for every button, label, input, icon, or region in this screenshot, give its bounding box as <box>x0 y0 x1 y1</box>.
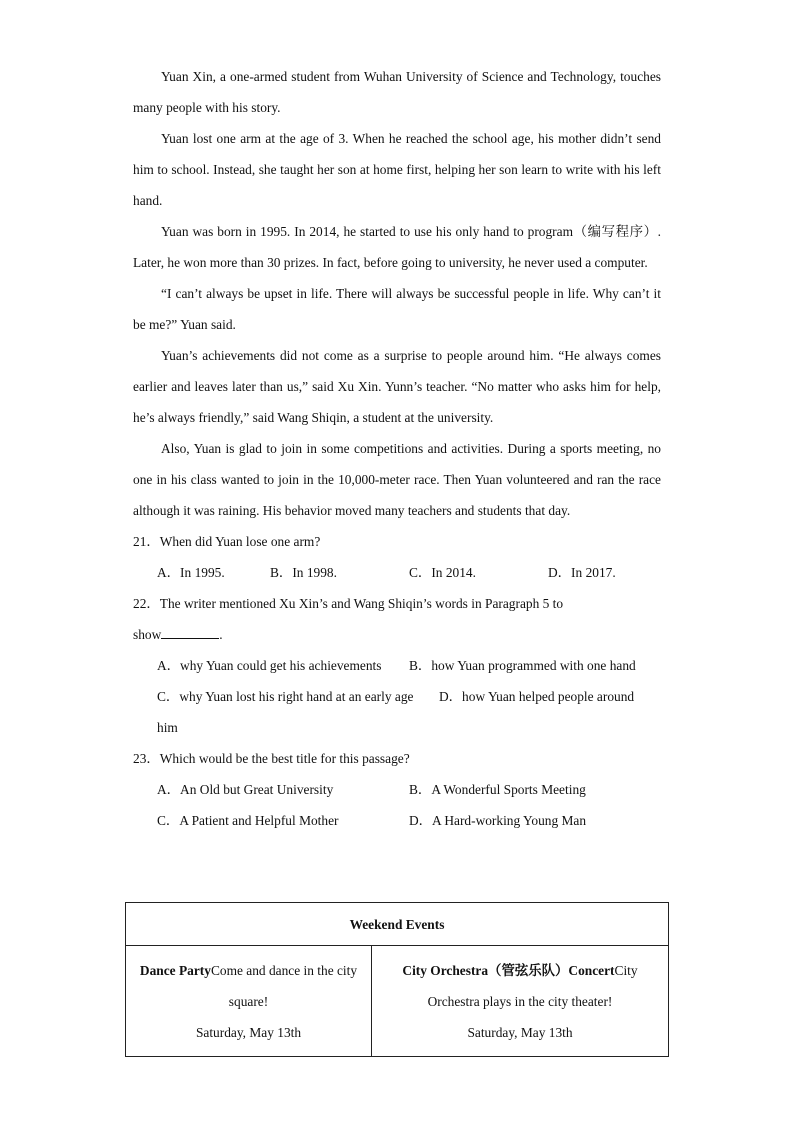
passage-paragraph-3: Yuan was born in 1995. In 2014, he started to use his only hand to program（编写程序）. Later, he won more than 30 prizes. In fact, before going to university, he never used a computer. <box>133 224 661 270</box>
question-23-options-row-1 <box>133 774 661 805</box>
question-22-option-b[interactable]: B．how Yuan programmed with one hand <box>409 658 636 673</box>
orchestra-concert-cell <box>372 946 669 1057</box>
dance-party-desc-1: Come and dance in the city <box>210 962 358 978</box>
dance-party-cell <box>126 946 372 1057</box>
answer-blank[interactable] <box>161 626 219 639</box>
question-23-stem: 23．Which would be the best title for this passage? <box>133 751 410 766</box>
orchestra-concert-name: City Orchestra（管弦乐队）Concert <box>402 962 615 978</box>
dance-party-line-1 <box>134 955 363 986</box>
orchestra-line-1 <box>380 955 660 986</box>
question-22-option-d-continued: him <box>157 720 178 735</box>
question-23-option-b[interactable]: B．A Wonderful Sports Meeting <box>409 782 586 797</box>
question-21-option-b[interactable]: B．In 1998. <box>270 565 337 580</box>
question-21 <box>133 526 661 588</box>
reading-content <box>133 61 661 836</box>
passage-paragraph-6: Also, Yuan is glad to join in some competitions and activities. During a sports meeting, no one in his class wanted to join in the 10,000-meter race. Then Yuan volunteered and ran the race although it was raining. His behavior moved many teachers and students that day. <box>133 441 661 518</box>
question-22-stem-period: . <box>219 627 223 642</box>
question-21-option-c[interactable]: C．In 2014. <box>409 565 476 580</box>
question-23-option-c[interactable]: C．A Patient and Helpful Mother <box>157 813 339 828</box>
events-table-body-row <box>126 946 669 1057</box>
passage-paragraph-1: Yuan Xin, a one-armed student from Wuhan University of Science and Technology, touches many people with his story. <box>133 69 661 115</box>
question-22-option-d[interactable]: D．how Yuan helped people around <box>439 689 635 704</box>
passage-paragraph-5: Yuan’s achievements did not come as a surprise to people around him. “He always comes earlier and leaves later than us,” said Xu Xin. Yunn’s teacher. “No matter who asks him for help, he’s always friendly,” said Wang Shiqin, a student at the university. <box>133 348 661 425</box>
question-22 <box>133 588 661 743</box>
question-22-stem-word: show <box>133 627 162 642</box>
dance-party-desc-2: square! <box>228 993 269 1009</box>
question-23-option-a[interactable]: A．An Old but Great University <box>157 782 334 797</box>
question-21-options <box>133 557 661 588</box>
question-21-stem: 21．When did Yuan lose one arm? <box>133 534 321 549</box>
question-23 <box>133 743 661 836</box>
question-22-stem: 22．The writer mentioned Xu Xin’s and Wang Shiqin’s words in Paragraph 5 to <box>133 596 564 611</box>
question-23-option-d[interactable]: D．A Hard-working Young Man <box>409 813 587 828</box>
question-23-options-row-2 <box>133 805 661 836</box>
orchestra-desc-2: Orchestra plays in the city theater! <box>427 993 613 1009</box>
dance-party-name: Dance Party <box>139 962 211 978</box>
question-22-options-row-1 <box>133 650 661 681</box>
question-22-option-c[interactable]: C．why Yuan lost his right hand at an early age <box>157 689 414 704</box>
question-22-options-row-2 <box>133 681 661 712</box>
question-22-stem-continued <box>133 619 661 650</box>
orchestra-desc-1: City <box>614 962 638 978</box>
question-21-option-a[interactable]: A．In 1995. <box>157 565 225 580</box>
dance-party-date: Saturday, May 13th <box>195 1024 302 1040</box>
question-21-option-d[interactable]: D．In 2017. <box>548 565 616 580</box>
orchestra-concert-date: Saturday, May 13th <box>467 1024 573 1040</box>
question-22-option-a[interactable]: A．why Yuan could get his achievements <box>157 658 382 673</box>
passage-paragraph-2: Yuan lost one arm at the age of 3. When he reached the school age, his mother didn’t send him to school. Instead, she taught her son at home first, helping her son learn to write with his left hand. <box>133 131 661 208</box>
events-table-header-row <box>126 903 669 946</box>
weekend-events-table <box>125 902 669 1057</box>
passage-paragraph-4: “I can’t always be upset in life. There will always be successful people in life. Why can’t it be me?” Yuan said. <box>133 286 661 332</box>
events-table-title: Weekend Events <box>126 903 669 946</box>
